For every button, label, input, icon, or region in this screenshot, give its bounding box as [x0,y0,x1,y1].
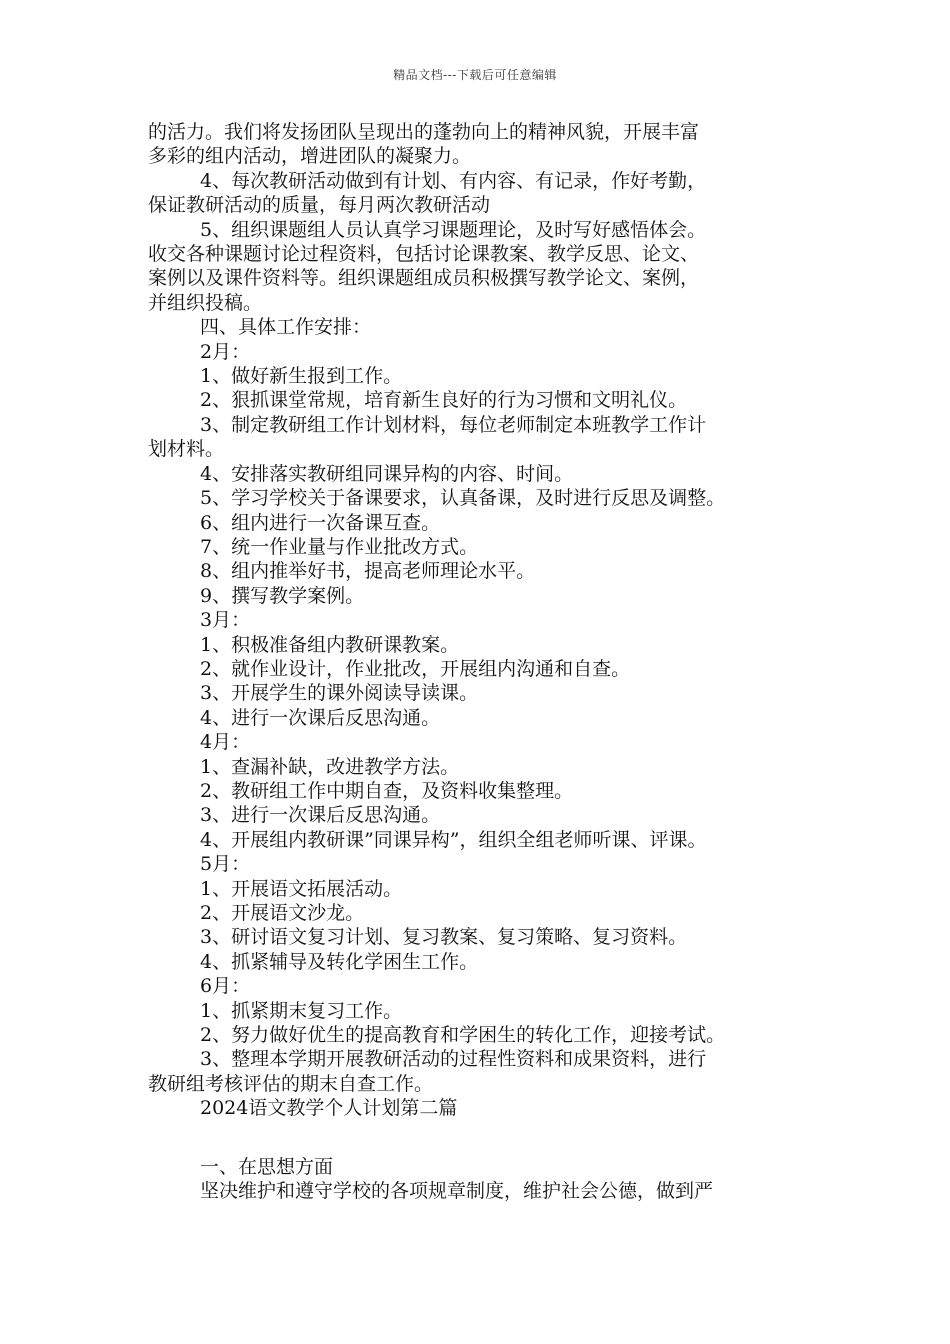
list-item: 2、开展语文沙龙。 [200,902,365,924]
text-line: 收交各种课题讨论过程资料，包括讨论课教案、教学反思、论文、 [148,243,700,266]
list-item: 3、研讨语文复习计划、复习教案、复习策略、复习资料。 [200,926,688,949]
month-heading: 2月： [200,340,251,363]
list-item: 5、学习学校关于备课要求，认真备课，及时进行反思及调整。 [200,487,726,510]
month-heading: 4月： [200,731,251,754]
text-line: 划材料。 [148,438,225,461]
list-item: 4、抓紧辅导及转化学困生工作。 [200,950,479,973]
list-item: 1、做好新生报到工作。 [200,365,403,388]
text-line: 并组织投稿。 [148,291,263,314]
month-heading: 5月： [200,853,251,876]
section-heading: 四、具体工作安排： [200,316,372,339]
blank-gap [148,1121,810,1155]
list-item: 1、抓紧期末复习工作。 [200,999,403,1022]
text-line: 多彩的组内活动，增进团队的凝聚力。 [148,145,472,168]
document-subtitle: 2024语文教学个人计划第二篇 [200,1097,458,1120]
list-item: 2、教研组工作中期自查，及资料收集整理。 [200,779,574,802]
text-line: 保证教研活动的质量，每月两次教研活动 [148,194,491,217]
list-item: 8、组内推举好书，提高老师理论水平。 [200,560,536,583]
list-item: 2、就作业设计，作业批改，开展组内沟通和自查。 [200,657,631,680]
text-line: 坚决维护和遵守学校的各项规章制度，维护社会公德，做到严 [200,1180,714,1203]
list-item: 1、积极准备组内教研课教案。 [200,633,460,656]
list-item: 1、查漏补缺，改进教学方法。 [200,755,460,778]
list-item: 6、组内进行一次备课互查。 [200,511,441,534]
list-item: 4、进行一次课后反思沟通。 [200,706,441,729]
list-item: 2、努力做好优生的提高教育和学困生的转化工作，迎接考试。 [200,1024,726,1047]
text-line: 的活力。我们将发扬团队呈现出的蓬勃向上的精神风貌，开展丰富 [148,121,700,143]
list-item: 3、整理本学期开展教研活动的过程性资料和成果资料，进行 [200,1048,707,1071]
list-item: 4、安排落实教研组同课异构的内容、时间。 [200,462,574,485]
list-item: 4、每次教研活动做到有计划、有内容、有记录，作好考勤， [200,169,707,192]
text-line: 案例以及课件资料等。组织课题组成员积极撰写教学论文、案例， [148,267,700,290]
list-item: 7、统一作业量与作业批改方式。 [200,535,479,558]
month-heading: 6月： [200,975,251,998]
section-heading: 一、在思想方面 [200,1155,334,1178]
list-item: 2、狠抓课堂常规，培育新生良好的行为习惯和文明礼仪。 [200,389,688,412]
document-body [148,120,810,1203]
list-item: 3、进行一次课后反思沟通。 [200,804,441,827]
month-heading: 3月： [200,609,251,632]
list-item: 9、撰写教学案例。 [200,584,365,607]
list-item: 3、开展学生的课外阅读导读课。 [200,682,479,705]
list-item: 3、制定教研组工作计划材料，每位老师制定本班教学工作计 [200,413,707,436]
page-header: 精品文档---下载后可任意编辑 [393,68,557,82]
list-item: 5、组织课题组人员认真学习课题理论，及时写好感悟体会。 [200,218,707,241]
list-item: 1、开展语文拓展活动。 [200,877,403,900]
list-item: 4、开展组内教研课”同课异构”，组织全组老师听课、评课。 [200,828,707,851]
text-line: 教研组考核评估的期末自查工作。 [148,1072,434,1095]
